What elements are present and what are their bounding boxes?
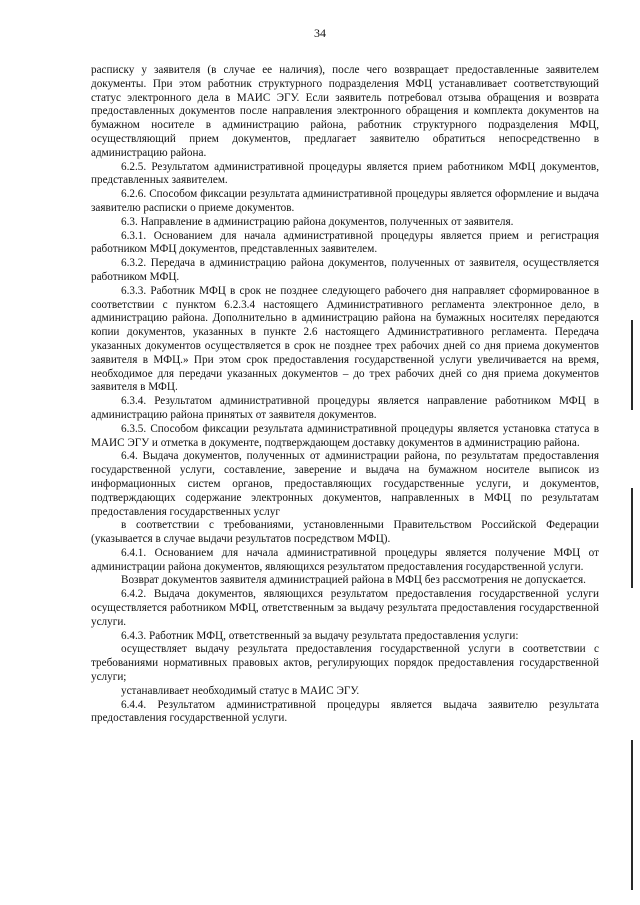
paragraph: 6.3. Направление в администрацию района документов, полученных от заявителя. xyxy=(121,215,514,228)
paragraph: устанавливает необходимый статус в МАИС ЭГУ. xyxy=(121,684,360,697)
paragraph: 6.3.5. Способом фиксации результата административной процедуры является установка статуса в МАИС ЭГУ и отметка в документе, подтверждающем доставку документов в администрацию района. xyxy=(91,422,599,449)
paragraph: 6.3.1. Основанием для начала административной процедуры является прием и регистрация работником МФЦ документов, представленных заявителем. xyxy=(91,229,599,256)
paragraph: 6.4.1. Основанием для начала административной процедуры является получение МФЦ от администрации района документов, являющихся результатом предоставления государственной услуги. xyxy=(91,546,599,573)
document-body xyxy=(91,64,599,726)
paragraph: Возврат документов заявителя администрацией района в МФЦ без рассмотрения не допускается. xyxy=(121,574,586,587)
paragraph: 6.4.4. Результатом административной процедуры является выдача заявителю результата предоставления государственной услуги. xyxy=(91,698,599,725)
scan-edge-mark xyxy=(631,320,633,410)
paragraph: 6.3.4. Результатом административной процедуры является направление работником МФЦ в администрацию района принятых от заявителя документов. xyxy=(91,395,599,421)
paragraph: 6.2.5. Результатом административной процедуры является прием работником МФЦ документов, представленных заявителем. xyxy=(91,160,599,187)
paragraph: осуществляет выдачу результата предоставления государственной услуги в соответствии с требованиями нормативных правовых актов, регулирующих порядок предоставления государственной услуги; xyxy=(91,643,599,684)
scan-edge-mark xyxy=(631,488,633,588)
paragraph: 6.2.6. Способом фиксации результата административной процедуры является оформление и выдача заявителю расписки о приеме документов. xyxy=(91,188,599,214)
paragraph: 6.3.2. Передача в администрацию района документов, полученных от заявителя, осуществляется работником МФЦ. xyxy=(91,257,599,283)
paragraph: 6.4.3. Работник МФЦ, ответственный за выдачу результата предоставления услуги: xyxy=(121,629,519,642)
paragraph: расписку у заявителя (в случае ее наличия), после чего возвращает предоставленные заявителем документы. При этом работник структурного подразделения МФЦ устанавливает соответствующий статус электронного дела в МАИС ЭГУ. Если заявитель потребовал отзыва обращения и возврата предоставленных документов после направления электронного обращения и комплекта документов на бумажном носителе в администрацию района, работник структурного подразделения МФЦ, осуществляющий прием документов, предлагает заявителю обратиться непосредственно в администрацию района. xyxy=(91,64,599,159)
scan-edge-mark xyxy=(631,740,633,890)
paragraph: 6.4. Выдача документов, полученных от администрации района, по результатам предоставления государственной услуги, составление, заверение и выдача на бумажном носителе выписок из информационных систем органов, предоставляющих государственные услуги, и документов, подтверждающих содержание электронных документов, направленных в МФЦ по результатам предоставления государственных услуг xyxy=(91,450,599,518)
page-number: 34 xyxy=(314,26,326,40)
paragraph: в соответствии с требованиями, установленными Правительством Российской Федерации (указывается в случае выдачи результатов посредством МФЦ). xyxy=(91,519,599,546)
paragraph: 6.4.2. Выдача документов, являющихся результатом предоставления государственной услуги осуществляется работником МФЦ, ответственным за выдачу результата предоставления государственной услуги. xyxy=(91,588,599,628)
paragraph: 6.3.3. Работник МФЦ в срок не позднее следующего рабочего дня направляет сформированное в соответствии с пунктом 6.2.3.4 настоящего Административного регламента электронное дело, в администрацию района. Дополнительно в администрацию района на бумажных носителях передаются копии документов, указанных в пункте 2.6 настоящего Административного регламента. Передача указанных документов осуществляется в срок не позднее трех рабочих дней со дня приема документов заявителя в МФЦ.» При этом срок предоставления государственной услуги увеличивается на время, необходимое для передачи указанных документов – до трех рабочих дней со дня приема документов заявителя в МФЦ. xyxy=(91,284,599,394)
